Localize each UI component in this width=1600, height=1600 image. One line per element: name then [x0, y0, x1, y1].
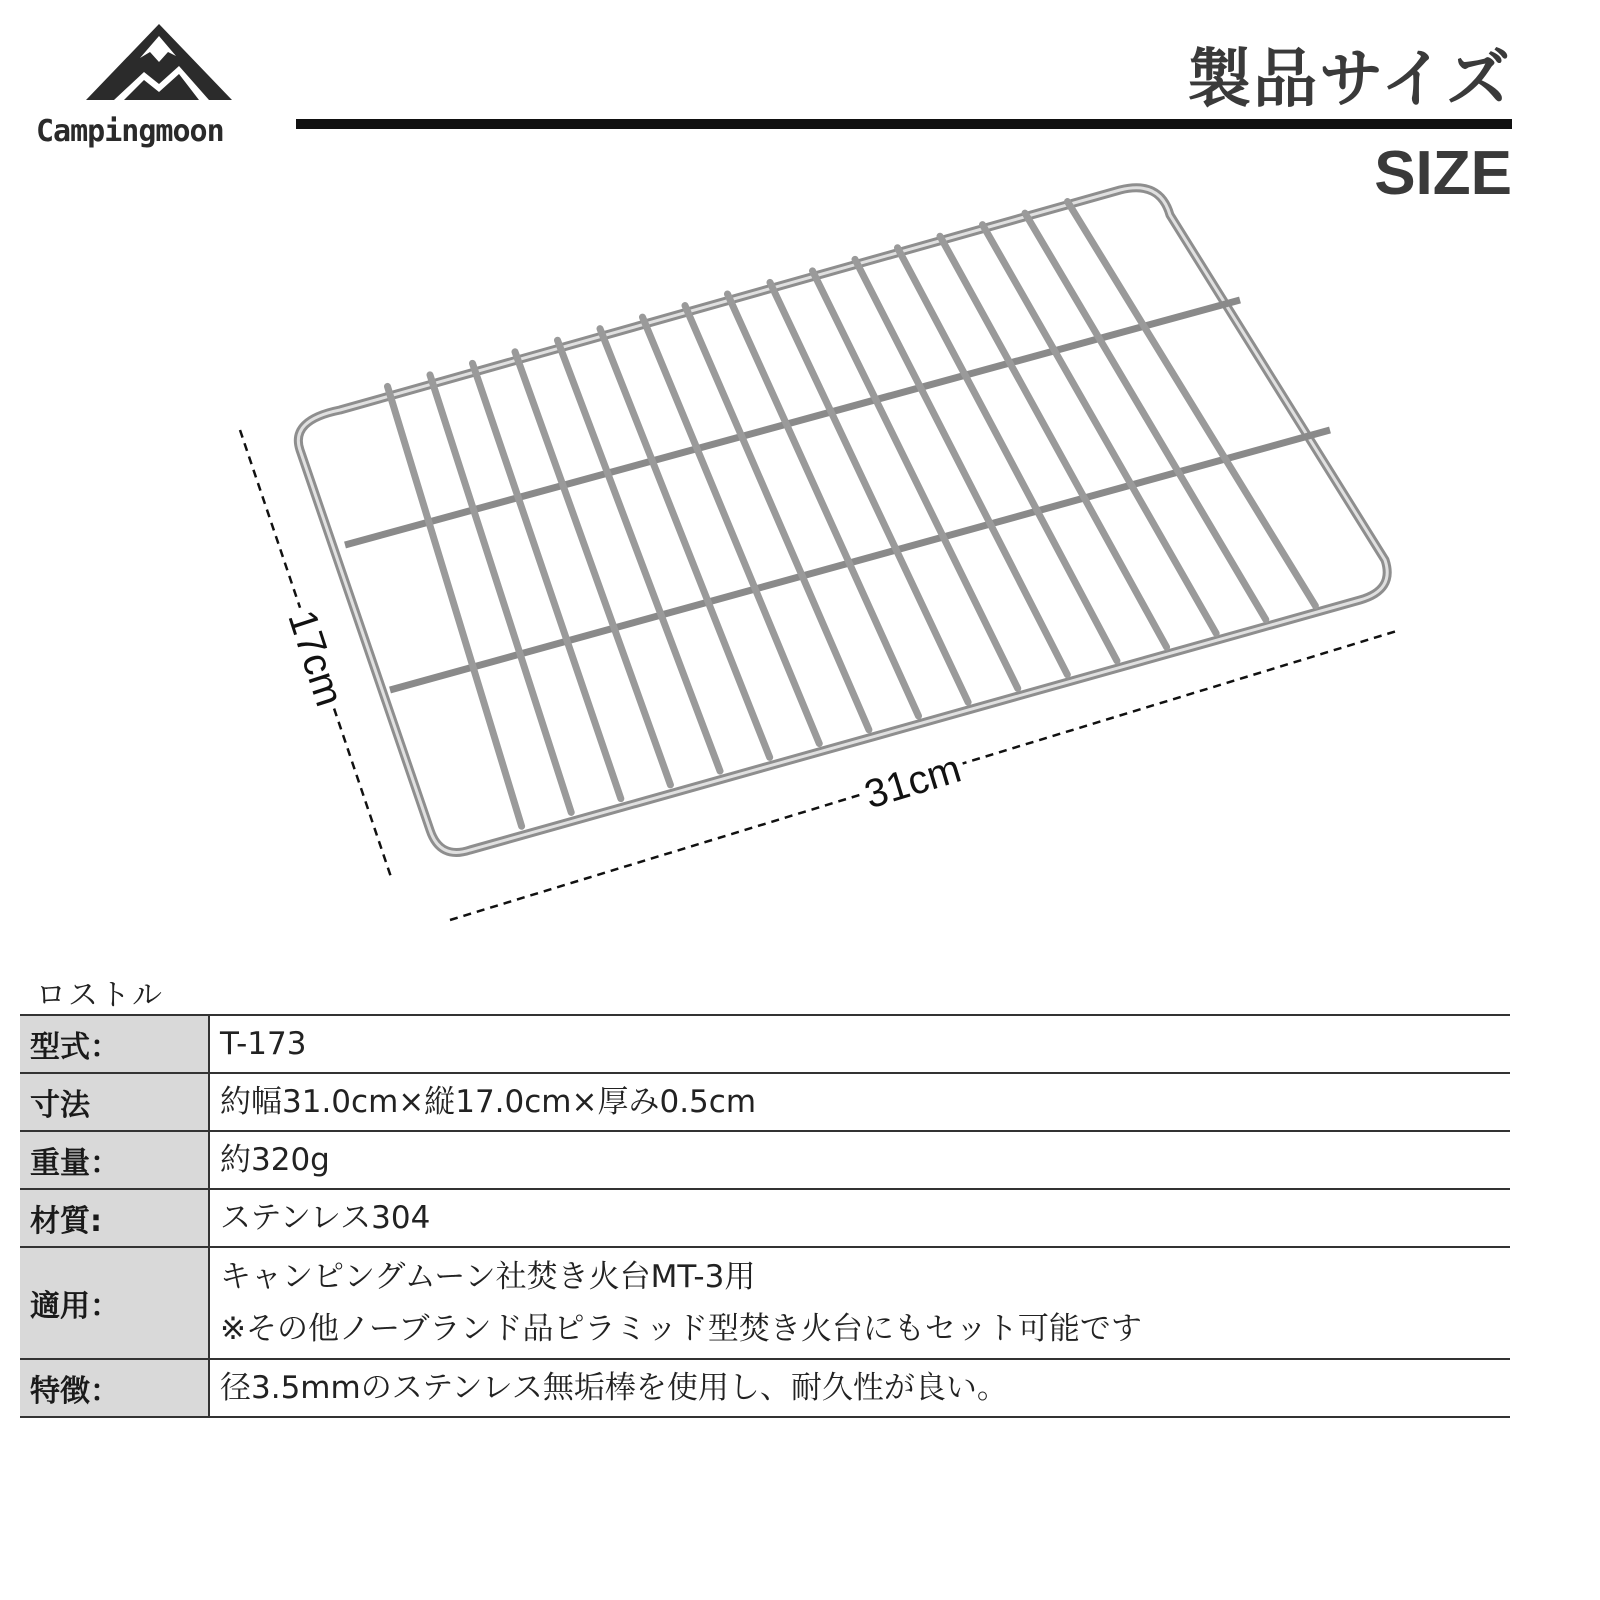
spec-table	[20, 1014, 1510, 1418]
product-name: ロストル	[36, 978, 164, 1013]
spec-key: 適用：	[20, 1247, 209, 1359]
spec-value: 約320g	[220, 1142, 330, 1178]
spec-value: 約幅31.0cm×縦17.0cm×厚み0.5cm	[220, 1084, 757, 1120]
brand-logo	[36, 18, 286, 148]
spec-value-line: キャンピングムーン社焚き火台MT-3用	[220, 1259, 756, 1295]
grate-rod	[600, 329, 770, 758]
brand-name: Campingmoon	[36, 114, 224, 149]
grate-cross-bars	[345, 300, 1330, 690]
grate-rod	[643, 317, 820, 743]
spec-key: 材質:	[20, 1189, 209, 1247]
spec-row-material	[20, 1189, 1510, 1247]
width-dimension-label: 17cm	[277, 601, 352, 716]
spec-row-compatibility	[20, 1247, 1510, 1359]
spec-key: 型式：	[20, 1015, 209, 1073]
grate-rod	[813, 271, 1018, 689]
spec-value: ステンレス304	[220, 1200, 431, 1236]
page-title-jp: 製品サイズ	[1187, 43, 1512, 117]
spec-key: 特徴：	[20, 1359, 209, 1417]
spec-key: 寸法	[20, 1073, 209, 1131]
page-title-en: SIZE	[1374, 139, 1512, 208]
grate-rod	[728, 294, 919, 716]
header-divider	[296, 119, 1512, 129]
spec-value	[209, 1247, 1510, 1359]
grill-grate-illustration	[200, 170, 1420, 930]
length-dimension-label: 31cm	[856, 746, 970, 820]
mountain-icon	[84, 22, 234, 112]
spec-row-features	[20, 1359, 1510, 1417]
grate-rod	[940, 236, 1167, 647]
grate-rods	[388, 202, 1316, 827]
spec-value: T-173	[220, 1026, 307, 1062]
spec-key: 重量：	[20, 1131, 209, 1189]
spec-value: 径3.5mmのステンレス無垢棒を使用し、耐久性が良い。	[220, 1370, 1008, 1406]
spec-value-line: ※その他ノーブランド品ピラミッド型焚き火台にもセット可能です	[220, 1311, 1142, 1347]
grate-frame	[298, 188, 1387, 853]
spec-row-weight	[20, 1131, 1510, 1189]
spec-row-dimensions	[20, 1073, 1510, 1131]
grate-rod	[685, 306, 869, 730]
grate-rod	[1068, 202, 1316, 606]
grate-rod	[770, 282, 968, 702]
spec-row-model	[20, 1015, 1510, 1073]
grate-frame-highlight	[298, 188, 1387, 853]
